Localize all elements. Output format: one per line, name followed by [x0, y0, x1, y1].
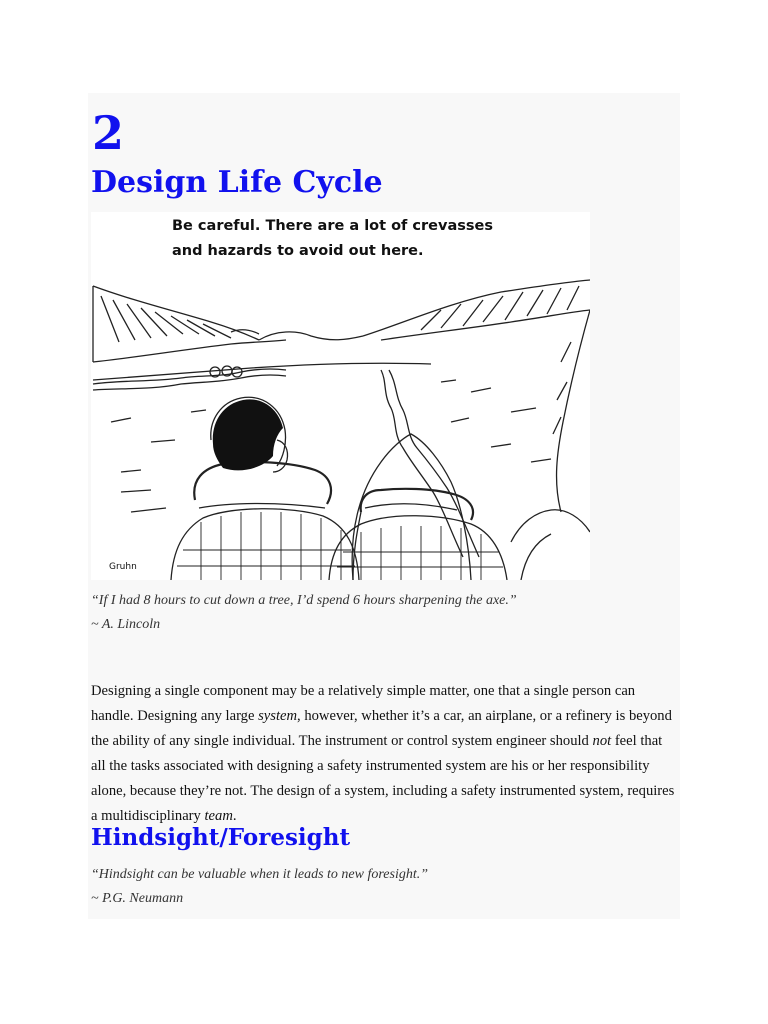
neumann-quote-author: ~ P.G. Neumann [91, 891, 184, 906]
body-text-segment: feel that all the tasks associated with designing a safety instrumented system are his or her responsibility alone, because they’re not. The design of a system, including a safety instrumented system, requires a multidisciplinary [91, 733, 675, 824]
section-heading: Hindsight/Foresight [91, 824, 351, 851]
body-text-segment: Designing a single component may be a relatively simple matter, one that a single person can handle. Designing any large [91, 683, 636, 724]
neumann-quote: “Hindsight can be valuable when it leads to new foresight.” [91, 867, 429, 882]
emphasis-not: not [592, 733, 612, 749]
chapter-number: 2 [92, 106, 125, 160]
book-page [88, 93, 680, 919]
body-text-segment: , however, whether it’s a car, an airplane, or a refinery is beyond the ability of any single individual. The instrument or control system engineer should [91, 708, 672, 749]
body-text-segment: . [232, 808, 237, 824]
cartoon-caption-line2: and hazards to avoid out here. [172, 243, 424, 259]
cartoon-caption-line1: Be careful. There are a lot of crevasses [172, 218, 493, 234]
lincoln-quote-author: ~ A. Lincoln [91, 617, 161, 632]
emphasis-team: team [204, 808, 233, 824]
cartoon-signature: Gruhn [109, 562, 137, 572]
emphasis-system: system [258, 708, 298, 724]
lincoln-quote: “If I had 8 hours to cut down a tree, I’d spend 6 hours sharpening the axe.” [91, 593, 517, 608]
chapter-title: Design Life Cycle [91, 165, 383, 200]
cartoon-illustration [91, 212, 590, 580]
body-paragraph [91, 679, 676, 829]
